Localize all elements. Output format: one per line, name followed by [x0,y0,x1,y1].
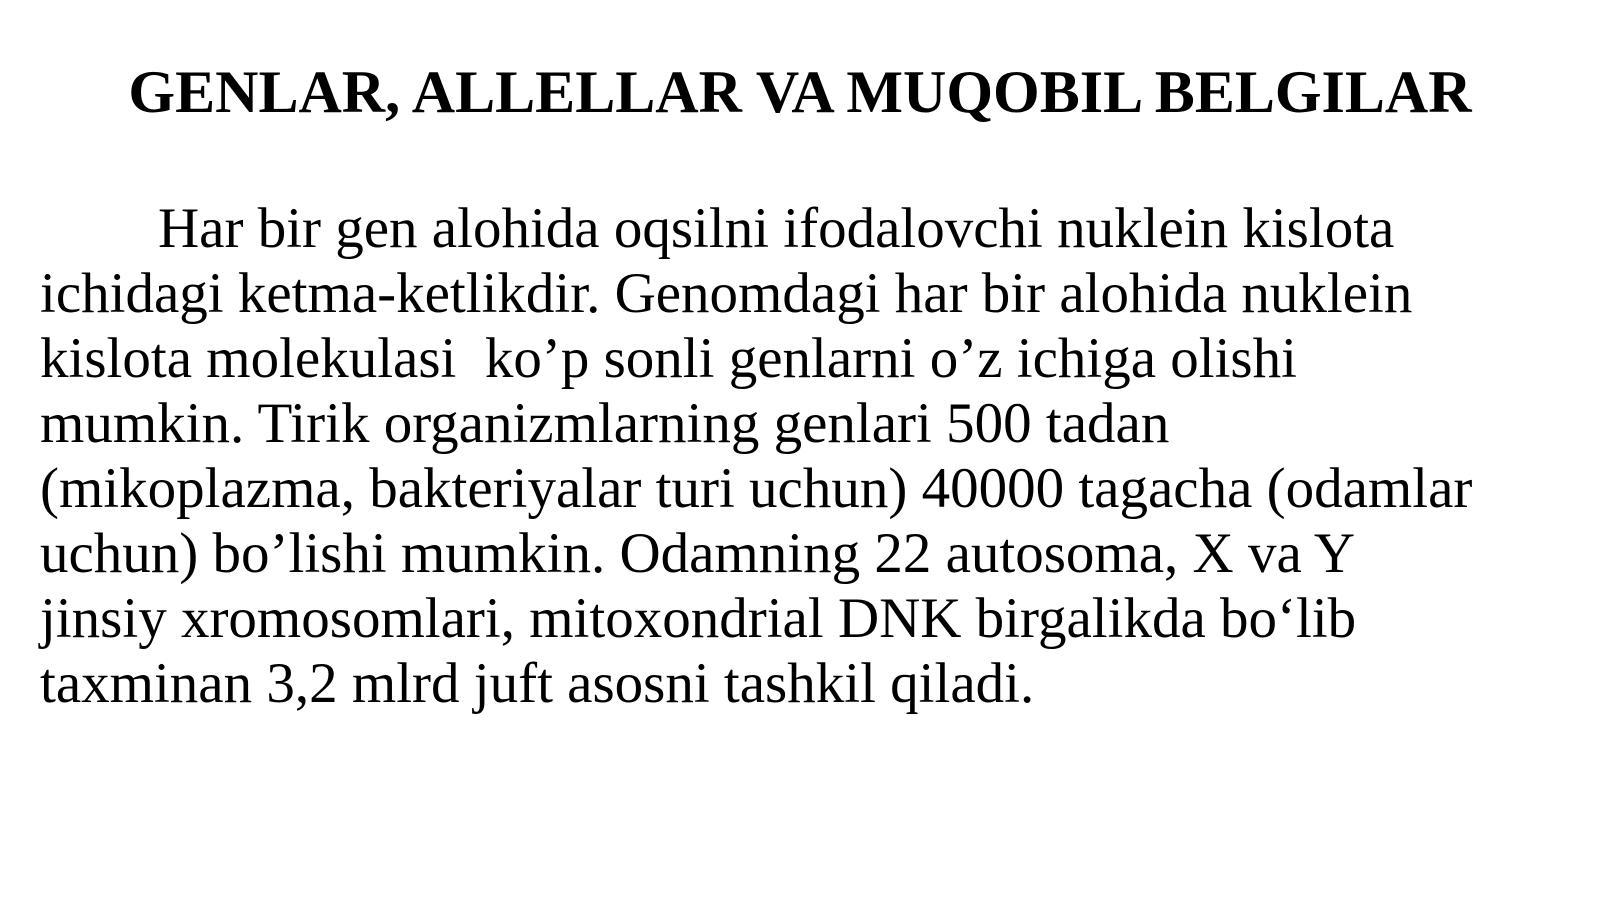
slide-body-paragraph [40,196,1570,716]
body-line: jinsiy xromosomlari, mitoxondrial DNK birgalikda bo‘lib [40,587,1357,650]
body-line: mumkin. Tirik organizmlarning genlari 500 tadan [40,392,1170,455]
body-line: ichidagi ketma-ketlikdir. Genomdagi har bir alohida nuklein [40,262,1413,325]
body-line: (mikoplazma, bakteriyalar turi uchun) 40000 tagacha (odamlar [40,457,1473,520]
body-line: Har bir gen alohida oqsilni ifodalovchi nuklein kislota [158,197,1395,260]
body-line: kislota molekulasi ko’p sonli genlarni o’z ichiga olishi [40,327,1297,390]
slide-title: GENLAR, ALLELLAR VA MUQOBIL BELGILAR [128,59,1472,125]
body-line: taxminan 3,2 mlrd juft asosni tashkil qiladi. [40,652,1035,715]
body-line: uchun) bo’lishi mumkin. Odamning 22 autosoma, X va Y [40,522,1356,585]
